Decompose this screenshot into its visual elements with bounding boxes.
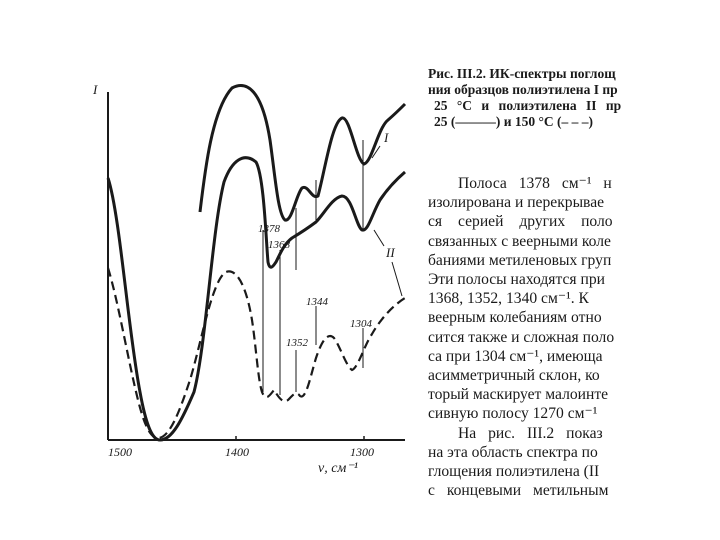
x-axis-label: ν, см⁻¹ [318, 461, 358, 476]
caption-line: Рис. III.2. ИК-спектры поглощ [428, 66, 616, 81]
body-paragraph [428, 174, 654, 500]
band-label-1344: 1344 [306, 296, 328, 308]
body-line: са при 1304 см⁻¹, имеюща [428, 347, 603, 365]
curve-polyethylene-II-150C [108, 268, 405, 438]
band-label-1368: 1368 [268, 239, 290, 251]
band-label-1352: 1352 [286, 337, 308, 349]
body-line: веерным колебаниям отно [428, 309, 602, 327]
caption-line: ния образцов полиэтилена I пр [428, 82, 618, 97]
body-line: на эта область спектра по [428, 443, 598, 461]
band-label-1304: 1304 [350, 318, 372, 330]
y-axis-symbol: I [93, 82, 98, 97]
body-line: сивную полосу 1270 см⁻¹ [428, 405, 598, 423]
curve-label-II-leader-lower [392, 262, 402, 296]
band-label-1378: 1378 [258, 223, 280, 235]
body-line: связанных с веерными коле [428, 232, 611, 250]
x-tick-label-1500: 1500 [108, 445, 132, 459]
body-line: с концевыми метильным [428, 482, 609, 500]
body-line: Эти полосы находятся при [428, 271, 605, 289]
body-line: изолирована и перекрывае [428, 194, 605, 212]
body-line: асимметричный склон, ко [428, 367, 600, 385]
caption-line: 25 °С и полиэтилена II пр [434, 98, 622, 113]
body-line: баниями метиленовых груп [428, 251, 612, 269]
caption-line: 25 (———) и 150 °С (– – –) [434, 114, 594, 129]
body-line: На рис. III.2 показ [458, 424, 603, 442]
figure-caption [428, 66, 656, 130]
body-line: Полоса 1378 см⁻¹ н [458, 175, 612, 192]
body-line: ся серией других поло [428, 213, 613, 231]
x-tick-label-1300: 1300 [350, 445, 374, 459]
curve-polyethylene-II-25C [108, 158, 405, 440]
curve-label-II: II [386, 245, 395, 260]
body-line: глощения полиэтилена (II [428, 463, 600, 481]
x-tick-label-1400: 1400 [225, 445, 249, 459]
curve-label-II-leader-upper [374, 230, 384, 246]
curve-label-I: I [384, 130, 389, 145]
curve-polyethylene-I [200, 86, 405, 221]
body-line: сится также и сложная поло [428, 328, 615, 346]
body-line: торый маскирует малоинте [428, 386, 609, 404]
body-line: 1368, 1352, 1340 см⁻¹. К [428, 290, 589, 308]
